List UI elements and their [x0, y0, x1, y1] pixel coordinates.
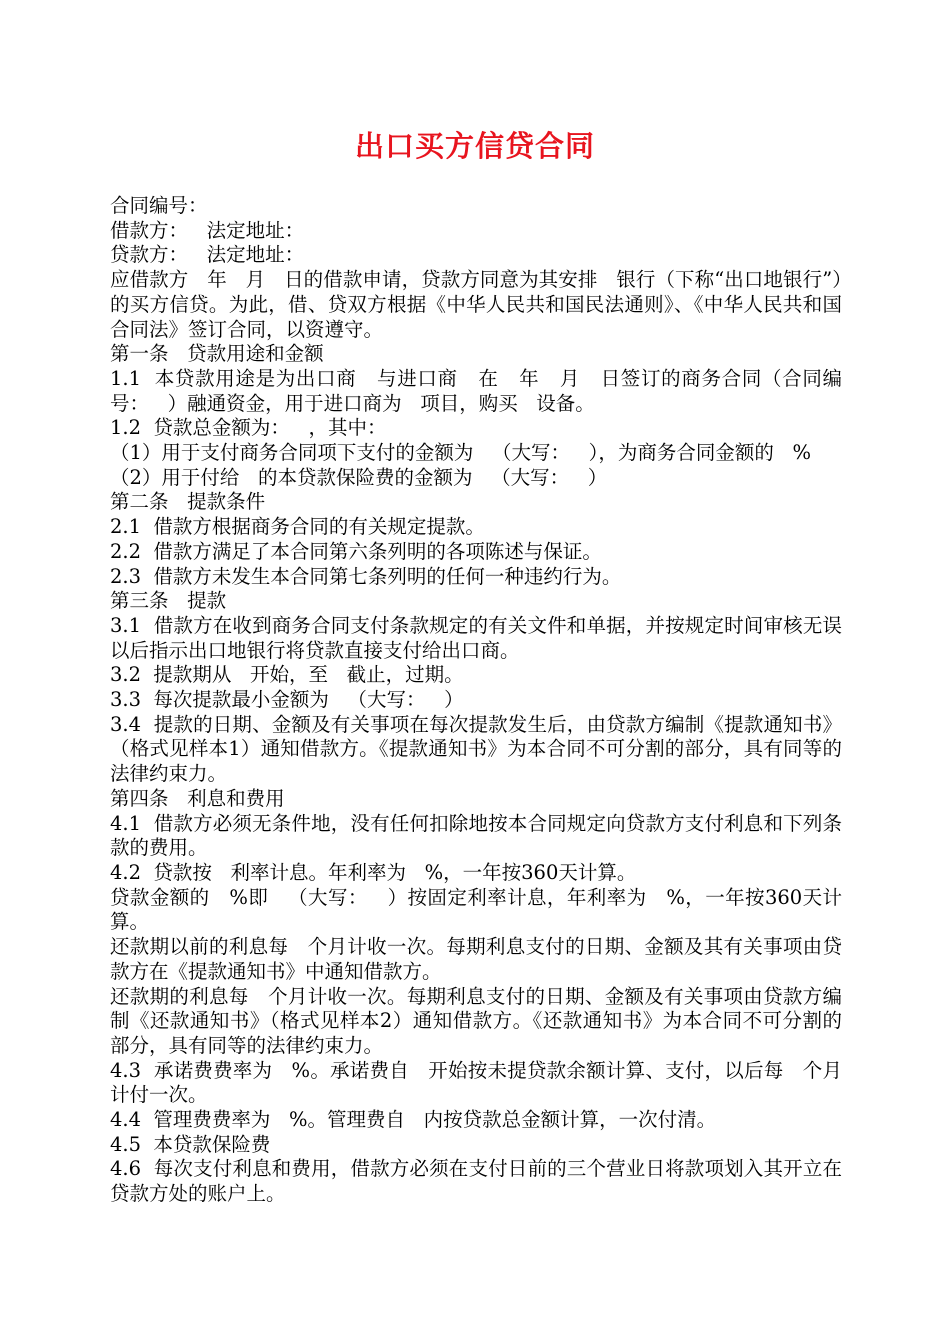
clause-4-2: 4.2 贷款按 利率计息。年利率为 %，一年按360天计算。 — [110, 860, 637, 884]
clause-2-3: 2.3 借款方未发生本合同第七条列明的任何一种违约行为。 — [110, 564, 622, 588]
clause-4-2-fixed-rate: 贷款金额的 %即 （大写： ）按固定利率计息，年利率为 %，一年按360天计算。 — [110, 885, 842, 934]
clause-4-6: 4.6 每次支付利息和费用，借款方必须在支付日前的三个营业日将款项划入其开立在贷款方处的账户上。 — [110, 1157, 842, 1206]
clause-3-4: 3.4 提款的日期、金额及有关事项在每次提款发生后，由贷款方编制《提款通知书》（格式见样本1）通知借款方。《提款通知书》为本合同不可分割的部分，具有同等的法律约束力。 — [110, 712, 842, 786]
preamble-paragraph: 应借款方 年 月 日的借款申请，贷款方同意为其安排 银行（下称“出口地银行”）的买方信贷。为此，借、贷双方根据《中华人民共和国民法通则》、《中华人民共和国合同法》签订合同，以资遵守。 — [110, 268, 842, 341]
clause-2-2: 2.2 借款方满足了本合同第六条列明的各项陈述与保证。 — [110, 539, 602, 563]
lender-line: 贷款方： 法定地址： — [110, 243, 305, 267]
clause-4-2-repayment-interest: 还款期的利息每 个月计收一次。每期利息支付的日期、金额及有关事项由贷款方编制《还款通知书》（格式见样本2）通知借款方。《还款通知书》为本合同不可分割的部分，具有同等的法律约束力。 — [110, 984, 842, 1057]
clause-4-2-pre-repayment-interest: 还款期以前的利息每 个月计收一次。每期利息支付的日期、金额及其有关事项由贷款方在《提款通知书》中通知借款方。 — [110, 935, 842, 983]
clause-4-4: 4.4 管理费费率为 %。管理费自 内按贷款总金额计算，一次付清。 — [110, 1108, 717, 1132]
clause-3-2: 3.2 提款期从 开始，至 截止，过期。 — [110, 663, 464, 687]
document-body — [110, 194, 842, 1207]
clause-4-5: 4.5 本贷款保险费 — [110, 1132, 271, 1156]
clause-1-1: 1.1 本贷款用途是为出口商 与进口商 在 年 月 日签订的商务合同（合同编号： ）融通资金，用于进口商为 项目，购买 设备。 — [110, 366, 842, 415]
clause-3-1: 3.1 借款方在收到商务合同支付条款规定的有关文件和单据，并按规定时间审核无误以后指示出口地银行将贷款直接支付给出口商。 — [110, 613, 842, 662]
clause-3-3: 3.3 每次提款最小金额为 （大写： ） — [110, 688, 464, 712]
article-4-heading: 第四条 利息和费用 — [110, 786, 285, 810]
borrower-line: 借款方： 法定地址： — [110, 218, 305, 242]
clause-1-2: 1.2 贷款总金额为： ，其中： — [110, 416, 387, 440]
article-3-heading: 第三条 提款 — [110, 589, 227, 613]
document-title: 出口买方信贷合同 — [354, 129, 595, 163]
article-1-heading: 第一条 贷款用途和金额 — [110, 342, 324, 366]
clause-1-2-item-2: （2）用于付给 的本贷款保险费的金额为 （大写： ） — [110, 465, 608, 489]
clause-1-2-item-1: （1）用于支付商务合同项下支付的金额为 （大写： ），为商务合同金额的 % — [110, 441, 811, 465]
article-2-heading: 第二条 提款条件 — [110, 490, 266, 514]
clause-4-1: 4.1 借款方必须无条件地，没有任何扣除地按本合同规定向贷款方支付利息和下列条款的费用。 — [110, 811, 842, 860]
clause-2-1: 2.1 借款方根据商务合同的有关规定提款。 — [110, 515, 485, 539]
clause-4-3: 4.3 承诺费费率为 %。承诺费自 开始按未提贷款余额计算、支付，以后每 个月计付一次。 — [110, 1058, 842, 1107]
contract-number-line: 合同编号： — [110, 194, 208, 217]
